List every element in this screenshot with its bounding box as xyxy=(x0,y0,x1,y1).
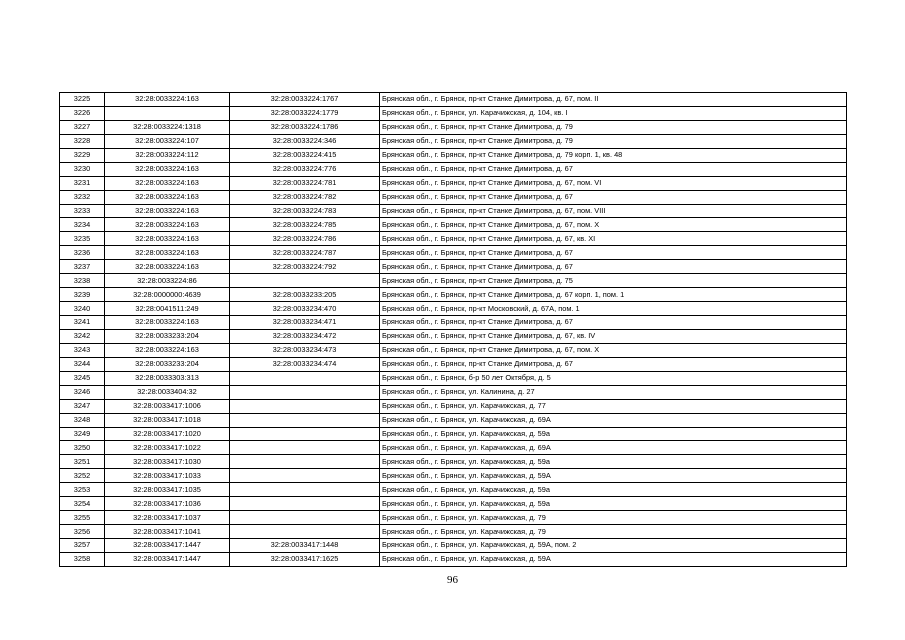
address-cell: Брянская обл., г. Брянск, пр-кт Станке Димитрова, д. 67 xyxy=(380,260,847,274)
object-cadastral-number-cell xyxy=(230,497,380,511)
table-row xyxy=(60,176,847,190)
row-number-cell: 3239 xyxy=(60,288,105,302)
object-cadastral-number-cell: 32:28:0033224:783 xyxy=(230,204,380,218)
address-cell: Брянская обл., г. Брянск, пр-кт Станке Димитрова, д. 67, кв. XI xyxy=(380,232,847,246)
cadastral-number-cell: 32:28:0033224:163 xyxy=(105,218,230,232)
row-number-cell: 3252 xyxy=(60,469,105,483)
table-row xyxy=(60,343,847,357)
object-cadastral-number-cell xyxy=(230,413,380,427)
table-row xyxy=(60,357,847,371)
object-cadastral-number-cell xyxy=(230,455,380,469)
object-cadastral-number-cell xyxy=(230,427,380,441)
object-cadastral-number-cell: 32:28:0033224:781 xyxy=(230,176,380,190)
cadastral-number-cell: 32:28:0033224:163 xyxy=(105,316,230,330)
cadastral-number-cell: 32:28:0033224:163 xyxy=(105,232,230,246)
address-cell: Брянская обл., г. Брянск, пр-кт Станке Димитрова, д. 67, пом. II xyxy=(380,93,847,107)
address-cell: Брянская обл., г. Брянск, пр-кт Станке Димитрова, д. 67, кв. IV xyxy=(380,329,847,343)
object-cadastral-number-cell: 32:28:0033224:786 xyxy=(230,232,380,246)
object-cadastral-number-cell: 32:28:0033234:470 xyxy=(230,302,380,316)
cadastral-number-cell: 32:28:0033417:1030 xyxy=(105,455,230,469)
page-number: 96 xyxy=(447,574,458,586)
cadastral-number-cell: 32:28:0033224:163 xyxy=(105,190,230,204)
cadastral-number-cell: 32:28:0000000:4639 xyxy=(105,288,230,302)
table-row xyxy=(60,497,847,511)
row-number-cell: 3231 xyxy=(60,176,105,190)
cadastral-number-cell: 32:28:0033417:1447 xyxy=(105,552,230,566)
table-row xyxy=(60,441,847,455)
object-cadastral-number-cell: 32:28:0033233:205 xyxy=(230,288,380,302)
table-row xyxy=(60,316,847,330)
object-cadastral-number-cell: 32:28:0033224:1779 xyxy=(230,106,380,120)
cadastral-number-cell: 32:28:0033233:204 xyxy=(105,329,230,343)
table-row xyxy=(60,385,847,399)
table-row xyxy=(60,539,847,553)
row-number-cell: 3234 xyxy=(60,218,105,232)
table-row xyxy=(60,483,847,497)
cadastral-number-cell: 32:28:0033417:1020 xyxy=(105,427,230,441)
cadastral-number-cell: 32:28:0033224:163 xyxy=(105,260,230,274)
registry-table-body xyxy=(60,93,847,567)
row-number-cell: 3229 xyxy=(60,148,105,162)
table-row xyxy=(60,525,847,539)
address-cell: Брянская обл., г. Брянск, пр-кт Московский, д. 67А, пом. 1 xyxy=(380,302,847,316)
row-number-cell: 3247 xyxy=(60,399,105,413)
address-cell: Брянская обл., г. Брянск, пр-кт Станке Димитрова, д. 67 xyxy=(380,246,847,260)
row-number-cell: 3253 xyxy=(60,483,105,497)
object-cadastral-number-cell xyxy=(230,399,380,413)
address-cell: Брянская обл., г. Брянск, пр-кт Станке Димитрова, д. 79 xyxy=(380,134,847,148)
address-cell: Брянская обл., г. Брянск, пр-кт Станке Димитрова, д. 67, пом. VIII xyxy=(380,204,847,218)
row-number-cell: 3226 xyxy=(60,106,105,120)
table-row xyxy=(60,106,847,120)
object-cadastral-number-cell: 32:28:0033224:346 xyxy=(230,134,380,148)
object-cadastral-number-cell: 32:28:0033234:472 xyxy=(230,329,380,343)
row-number-cell: 3227 xyxy=(60,120,105,134)
cadastral-number-cell: 32:28:0033417:1006 xyxy=(105,399,230,413)
row-number-cell: 3233 xyxy=(60,204,105,218)
row-number-cell: 3258 xyxy=(60,552,105,566)
row-number-cell: 3249 xyxy=(60,427,105,441)
address-cell: Брянская обл., г. Брянск, ул. Карачижская, д. 59а xyxy=(380,483,847,497)
cadastral-number-cell: 32:28:0033417:1036 xyxy=(105,497,230,511)
cadastral-number-cell: 32:28:0033224:163 xyxy=(105,162,230,176)
object-cadastral-number-cell: 32:28:0033234:471 xyxy=(230,316,380,330)
table-row xyxy=(60,552,847,566)
address-cell: Брянская обл., г. Брянск, ул. Карачижская, д. 59А xyxy=(380,469,847,483)
row-number-cell: 3235 xyxy=(60,232,105,246)
table-row xyxy=(60,148,847,162)
cadastral-number-cell: 32:28:0033417:1041 xyxy=(105,525,230,539)
object-cadastral-number-cell: 32:28:0033224:1767 xyxy=(230,93,380,107)
object-cadastral-number-cell: 32:28:0033224:1786 xyxy=(230,120,380,134)
row-number-cell: 3237 xyxy=(60,260,105,274)
table-row xyxy=(60,93,847,107)
object-cadastral-number-cell: 32:28:0033224:415 xyxy=(230,148,380,162)
object-cadastral-number-cell: 32:28:0033417:1625 xyxy=(230,552,380,566)
row-number-cell: 3240 xyxy=(60,302,105,316)
object-cadastral-number-cell: 32:28:0033234:474 xyxy=(230,357,380,371)
row-number-cell: 3248 xyxy=(60,413,105,427)
table-row xyxy=(60,455,847,469)
row-number-cell: 3250 xyxy=(60,441,105,455)
address-cell: Брянская обл., г. Брянск, пр-кт Станке Димитрова, д. 67 xyxy=(380,190,847,204)
row-number-cell: 3225 xyxy=(60,93,105,107)
row-number-cell: 3242 xyxy=(60,329,105,343)
object-cadastral-number-cell: 32:28:0033234:473 xyxy=(230,343,380,357)
address-cell: Брянская обл., г. Брянск, ул. Карачижская, д. 59А, пом. 2 xyxy=(380,539,847,553)
table-row xyxy=(60,469,847,483)
address-cell: Брянская обл., г. Брянск, пр-кт Станке Димитрова, д. 75 xyxy=(380,274,847,288)
table-row xyxy=(60,371,847,385)
table-row xyxy=(60,190,847,204)
address-cell: Брянская обл., г. Брянск, б-р 50 лет Октября, д. 5 xyxy=(380,371,847,385)
address-cell: Брянская обл., г. Брянск, пр-кт Станке Димитрова, д. 67 xyxy=(380,316,847,330)
row-number-cell: 3245 xyxy=(60,371,105,385)
address-cell: Брянская обл., г. Брянск, пр-кт Станке Димитрова, д. 79 xyxy=(380,120,847,134)
table-row xyxy=(60,427,847,441)
address-cell: Брянская обл., г. Брянск, пр-кт Станке Димитрова, д. 67 xyxy=(380,357,847,371)
row-number-cell: 3254 xyxy=(60,497,105,511)
address-cell: Брянская обл., г. Брянск, ул. Карачижская, д. 59а xyxy=(380,497,847,511)
table-row xyxy=(60,232,847,246)
object-cadastral-number-cell: 32:28:0033417:1448 xyxy=(230,539,380,553)
cadastral-number-cell: 32:28:0033224:107 xyxy=(105,134,230,148)
table-row xyxy=(60,399,847,413)
cadastral-number-cell: 32:28:0033417:1033 xyxy=(105,469,230,483)
address-cell: Брянская обл., г. Брянск, ул. Карачижская, д. 59А xyxy=(380,552,847,566)
object-cadastral-number-cell: 32:28:0033224:782 xyxy=(230,190,380,204)
object-cadastral-number-cell: 32:28:0033224:787 xyxy=(230,246,380,260)
table-row xyxy=(60,260,847,274)
registry-table xyxy=(59,92,847,567)
address-cell: Брянская обл., г. Брянск, ул. Карачижская, д. 77 xyxy=(380,399,847,413)
address-cell: Брянская обл., г. Брянск, ул. Калинина, д. 27 xyxy=(380,385,847,399)
address-cell: Брянская обл., г. Брянск, пр-кт Станке Димитрова, д. 67 корп. 1, пом. 1 xyxy=(380,288,847,302)
row-number-cell: 3241 xyxy=(60,316,105,330)
table-row xyxy=(60,134,847,148)
address-cell: Брянская обл., г. Брянск, ул. Карачижская, д. 59а xyxy=(380,427,847,441)
object-cadastral-number-cell xyxy=(230,511,380,525)
row-number-cell: 3230 xyxy=(60,162,105,176)
cadastral-number-cell: 32:28:0033417:1035 xyxy=(105,483,230,497)
row-number-cell: 3243 xyxy=(60,343,105,357)
row-number-cell: 3246 xyxy=(60,385,105,399)
row-number-cell: 3236 xyxy=(60,246,105,260)
address-cell: Брянская обл., г. Брянск, ул. Карачижская, д. 59а xyxy=(380,455,847,469)
address-cell: Брянская обл., г. Брянск, ул. Карачижская, д. 79 xyxy=(380,525,847,539)
row-number-cell: 3251 xyxy=(60,455,105,469)
cadastral-number-cell: 32:28:0033303:313 xyxy=(105,371,230,385)
object-cadastral-number-cell xyxy=(230,483,380,497)
row-number-cell: 3255 xyxy=(60,511,105,525)
cadastral-number-cell: 32:28:0033404:32 xyxy=(105,385,230,399)
table-row xyxy=(60,288,847,302)
object-cadastral-number-cell: 32:28:0033224:776 xyxy=(230,162,380,176)
cadastral-number-cell: 32:28:0033417:1022 xyxy=(105,441,230,455)
cadastral-number-cell: 32:28:0033417:1037 xyxy=(105,511,230,525)
cadastral-number-cell: 32:28:0033224:86 xyxy=(105,274,230,288)
cadastral-number-cell: 32:28:0033224:163 xyxy=(105,176,230,190)
row-number-cell: 3228 xyxy=(60,134,105,148)
address-cell: Брянская обл., г. Брянск, ул. Карачижская, д. 104, кв. I xyxy=(380,106,847,120)
object-cadastral-number-cell xyxy=(230,525,380,539)
address-cell: Брянская обл., г. Брянск, пр-кт Станке Димитрова, д. 67, пом. VI xyxy=(380,176,847,190)
address-cell: Брянская обл., г. Брянск, ул. Карачижская, д. 79 xyxy=(380,511,847,525)
object-cadastral-number-cell: 32:28:0033224:785 xyxy=(230,218,380,232)
table-row xyxy=(60,246,847,260)
cadastral-number-cell: 32:28:0033224:163 xyxy=(105,246,230,260)
row-number-cell: 3256 xyxy=(60,525,105,539)
row-number-cell: 3238 xyxy=(60,274,105,288)
cadastral-number-cell: 32:28:0033224:112 xyxy=(105,148,230,162)
table-row xyxy=(60,511,847,525)
table-row xyxy=(60,302,847,316)
cadastral-number-cell: 32:28:0033233:204 xyxy=(105,357,230,371)
cadastral-number-cell: 32:28:0033417:1018 xyxy=(105,413,230,427)
table-row xyxy=(60,274,847,288)
cadastral-number-cell: 32:28:0033224:163 xyxy=(105,343,230,357)
table-row xyxy=(60,204,847,218)
cadastral-number-cell: 32:28:0033417:1447 xyxy=(105,539,230,553)
address-cell: Брянская обл., г. Брянск, пр-кт Станке Димитрова, д. 79 корп. 1, кв. 48 xyxy=(380,148,847,162)
object-cadastral-number-cell xyxy=(230,274,380,288)
table-row xyxy=(60,162,847,176)
table-row xyxy=(60,120,847,134)
object-cadastral-number-cell xyxy=(230,441,380,455)
address-cell: Брянская обл., г. Брянск, ул. Карачижская, д. 69А xyxy=(380,441,847,455)
cadastral-number-cell: 32:28:0041511:249 xyxy=(105,302,230,316)
table-row xyxy=(60,218,847,232)
object-cadastral-number-cell xyxy=(230,469,380,483)
cadastral-number-cell: 32:28:0033224:1318 xyxy=(105,120,230,134)
row-number-cell: 3257 xyxy=(60,539,105,553)
row-number-cell: 3244 xyxy=(60,357,105,371)
cadastral-number-cell: 32:28:0033224:163 xyxy=(105,93,230,107)
cadastral-number-cell xyxy=(105,106,230,120)
object-cadastral-number-cell xyxy=(230,371,380,385)
address-cell: Брянская обл., г. Брянск, пр-кт Станке Димитрова, д. 67, пом. X xyxy=(380,343,847,357)
cadastral-number-cell: 32:28:0033224:163 xyxy=(105,204,230,218)
row-number-cell: 3232 xyxy=(60,190,105,204)
address-cell: Брянская обл., г. Брянск, пр-кт Станке Димитрова, д. 67, пом. X xyxy=(380,218,847,232)
object-cadastral-number-cell: 32:28:0033224:792 xyxy=(230,260,380,274)
table-row xyxy=(60,329,847,343)
address-cell: Брянская обл., г. Брянск, ул. Карачижская, д. 69А xyxy=(380,413,847,427)
object-cadastral-number-cell xyxy=(230,385,380,399)
table-row xyxy=(60,413,847,427)
address-cell: Брянская обл., г. Брянск, пр-кт Станке Димитрова, д. 67 xyxy=(380,162,847,176)
